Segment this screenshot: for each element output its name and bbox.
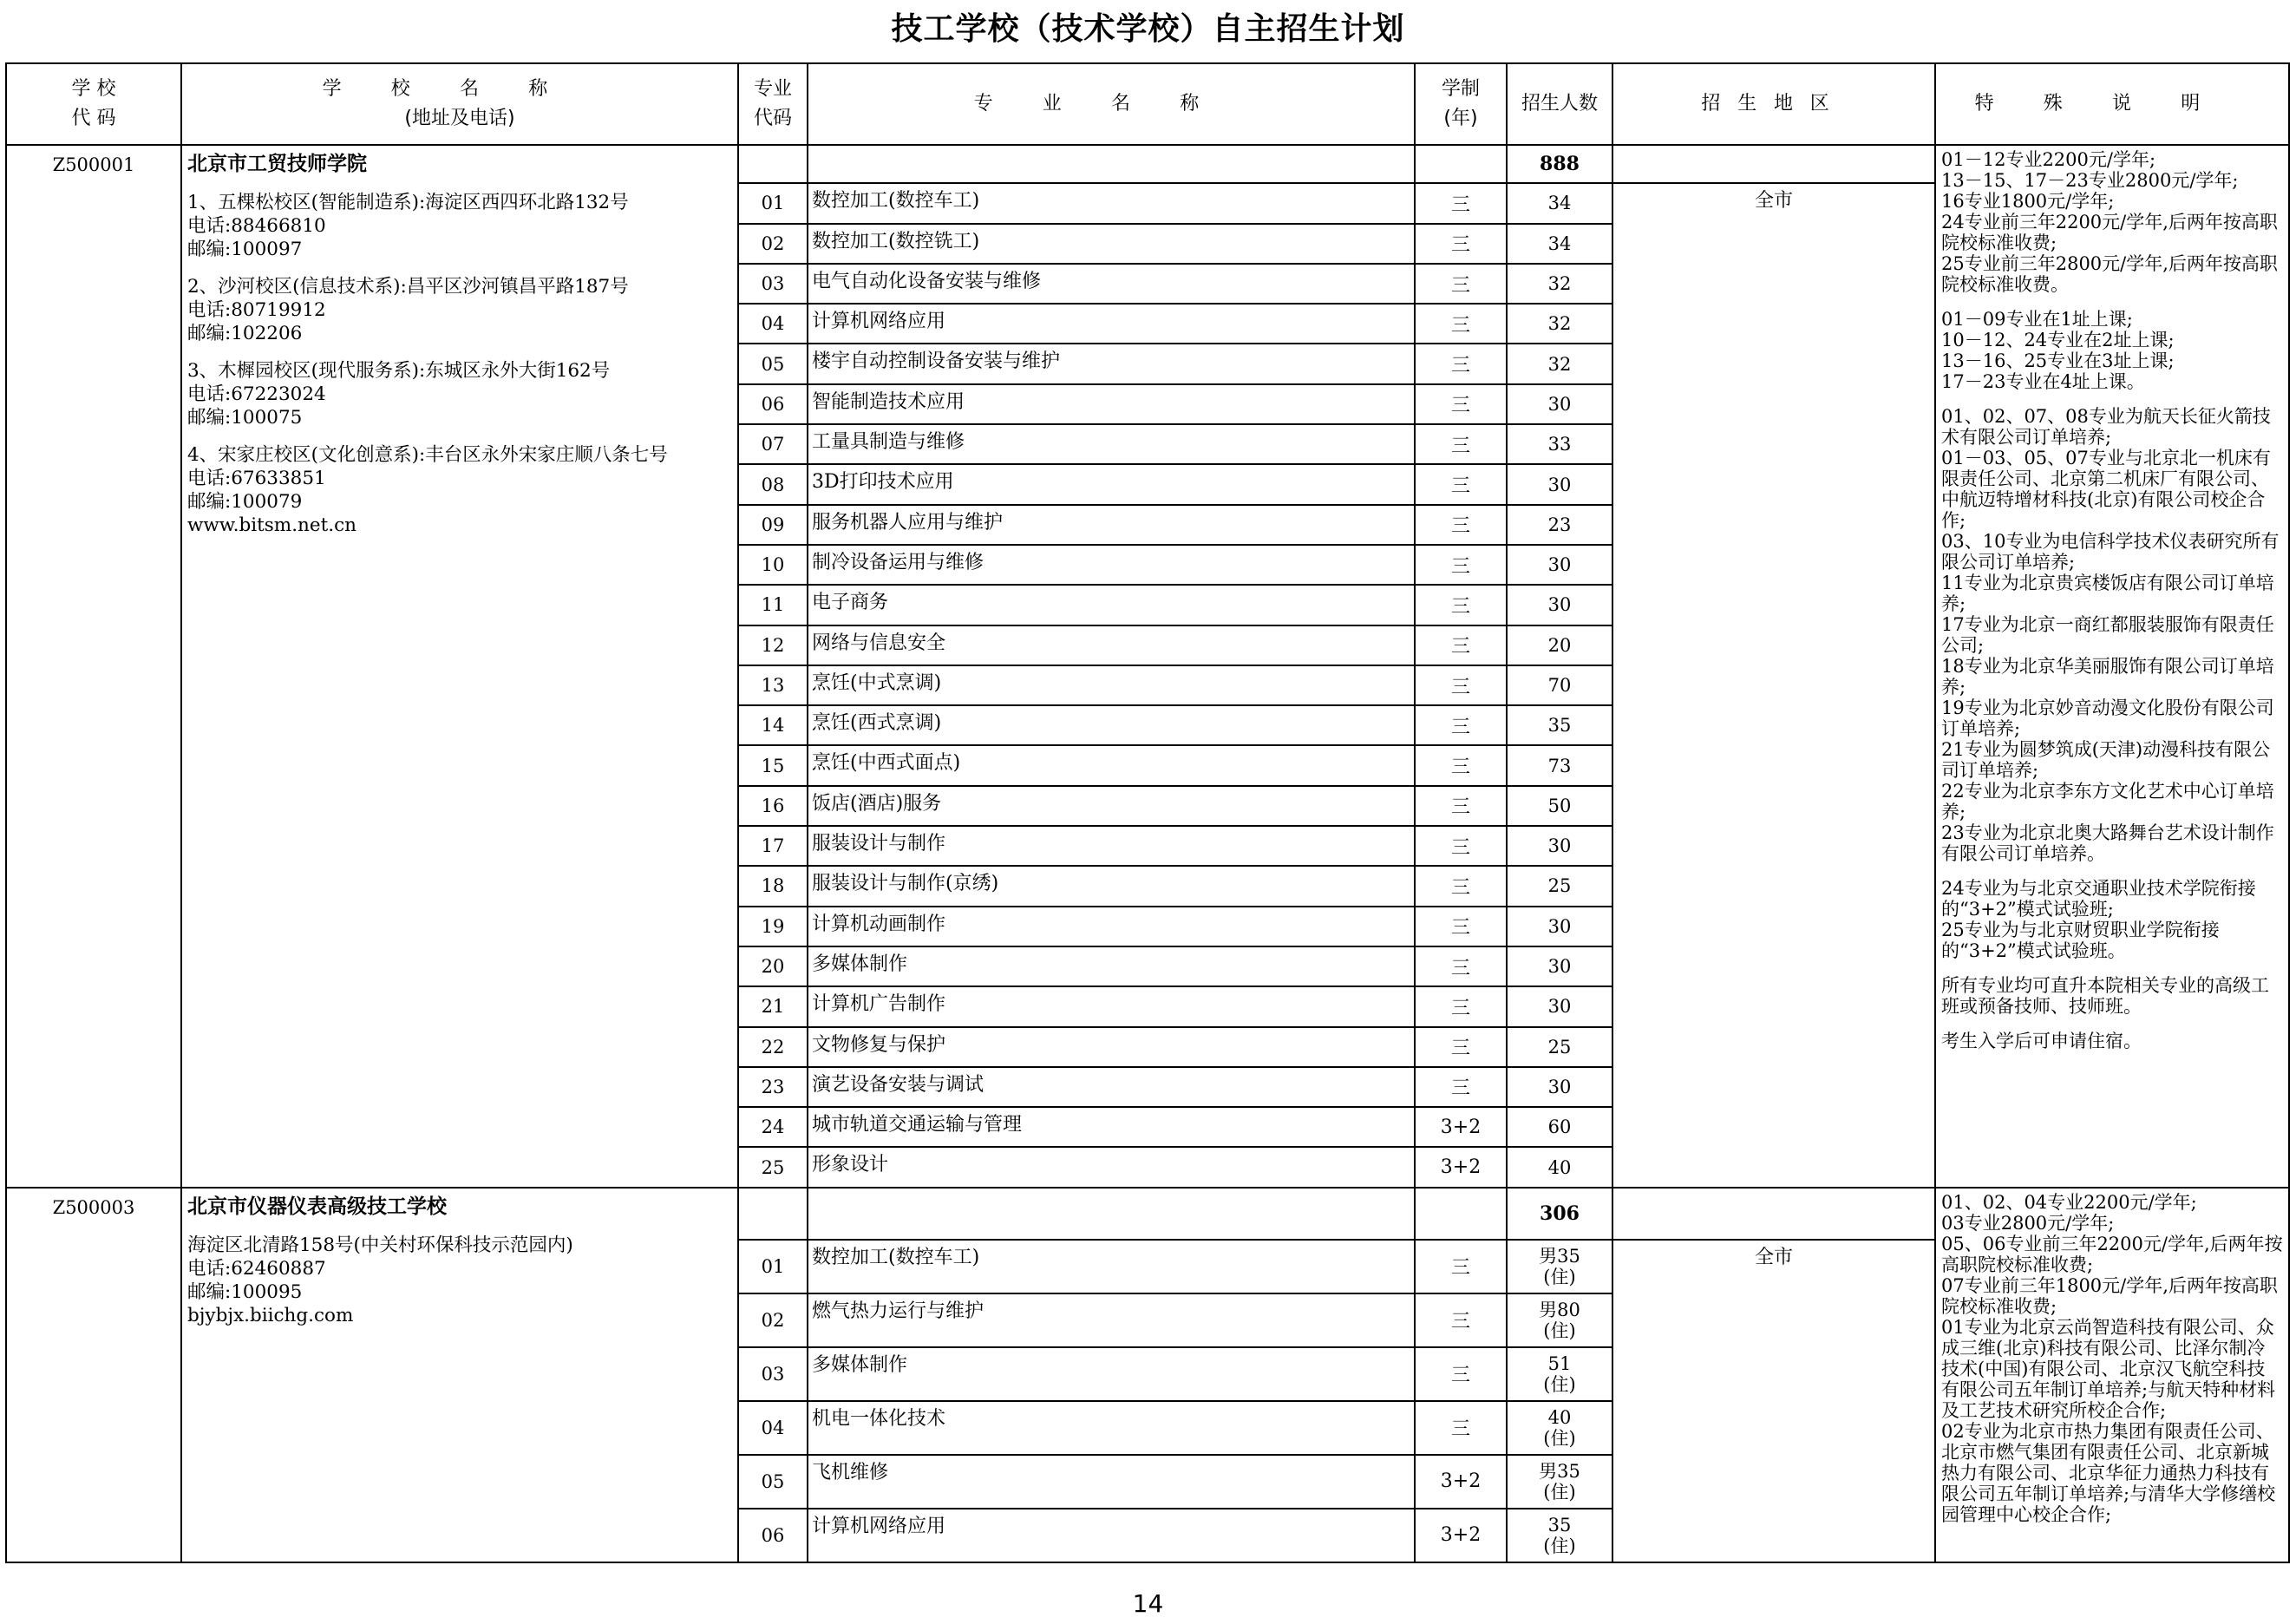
address-line: bjybjx.biichg.com <box>187 1304 354 1326</box>
major-name: 城市轨道交通运输与管理 <box>808 1107 1415 1147</box>
major-count <box>1507 1293 1612 1347</box>
major-count <box>1507 264 1612 304</box>
major-years: 三 <box>1415 705 1507 745</box>
notes-line: 所有专业均可直升本院相关专业的高级工班或预备技师、技师班。 <box>1941 975 2269 1017</box>
address-line: 2、沙河校区(信息技术系):昌平区沙河镇昌平路187号 <box>187 276 629 298</box>
notes-paragraph <box>1941 1192 2283 1525</box>
major-years: 三 <box>1415 907 1507 946</box>
page-title: 技工学校（技术学校）自主招生计划 <box>891 11 1405 47</box>
major-name: 多媒体制作 <box>808 1347 1415 1401</box>
major-count-note: (住) <box>1543 1266 1576 1287</box>
major-name: 数控加工(数控铣工) <box>808 224 1415 264</box>
major-years: 三 <box>1415 986 1507 1026</box>
header-school-name: 学校名称 (地址及电话) <box>181 63 738 145</box>
major-years: 3+2 <box>1415 1147 1507 1187</box>
page-number: 14 <box>1132 1589 1164 1618</box>
major-count <box>1507 786 1612 826</box>
major-count <box>1507 224 1612 264</box>
address-line: 电话:67223024 <box>187 383 326 405</box>
school-info <box>181 1188 738 1562</box>
header-years: 学制 (年) <box>1415 63 1507 145</box>
major-name-empty <box>808 145 1415 183</box>
notes-line: 05、06专业前三年2200元/学年,后两年按高职院校标准收费; <box>1941 1233 2283 1275</box>
notes-line: 03、10专业为电信科学技术仪表研究所有限公司订单培养; <box>1941 531 2280 573</box>
major-count <box>1507 705 1612 745</box>
major-code: 04 <box>738 1401 808 1455</box>
major-name: 楼宇自动控制设备安装与维护 <box>808 344 1415 383</box>
major-code: 20 <box>738 946 808 986</box>
major-years: 3+2 <box>1415 1107 1507 1147</box>
major-years: 三 <box>1415 866 1507 906</box>
major-code: 04 <box>738 304 808 344</box>
school-name: 北京市工贸技师学院 <box>187 153 367 175</box>
major-code: 01 <box>738 183 808 223</box>
major-name: 形象设计 <box>808 1147 1415 1187</box>
notes-line: 22专业为北京李东方文化艺术中心订单培养; <box>1941 781 2274 822</box>
major-count <box>1507 1107 1612 1147</box>
years-empty <box>1415 1188 1507 1240</box>
major-code: 16 <box>738 786 808 826</box>
major-count <box>1507 1147 1612 1187</box>
major-years: 三 <box>1415 384 1507 424</box>
major-name: 服装设计与制作 <box>808 826 1415 866</box>
major-count-value: 20 <box>1547 634 1572 656</box>
notes-paragraph <box>1941 975 2283 1017</box>
region-empty <box>1612 145 1935 183</box>
major-count-value: 25 <box>1547 1036 1572 1058</box>
enrollment-table <box>5 62 2290 1563</box>
major-name: 电子商务 <box>808 585 1415 625</box>
header-region: 招生地区 <box>1612 63 1935 145</box>
major-count-value: 51 <box>1547 1352 1572 1374</box>
major-count-value: 32 <box>1547 273 1572 295</box>
major-code: 01 <box>738 1240 808 1293</box>
major-code: 07 <box>738 424 808 464</box>
major-name: 3D打印技术应用 <box>808 464 1415 504</box>
major-years: 三 <box>1415 505 1507 545</box>
major-count <box>1507 1027 1612 1067</box>
major-count <box>1507 665 1612 705</box>
major-code: 21 <box>738 986 808 1026</box>
school-region: 全市 <box>1612 1240 1935 1562</box>
address-block <box>187 1234 730 1327</box>
school-code: Z500003 <box>6 1188 181 1562</box>
major-code-empty <box>738 1188 808 1240</box>
address-line: 4、宋家庄校区(文化创意系):丰台区永外宋家庄顺八条七号 <box>187 444 668 466</box>
major-count-note: (住) <box>1543 1373 1576 1395</box>
notes-line: 23专业为北京北奥大路舞台艺术设计制作有限公司订单培养。 <box>1941 822 2274 864</box>
address-block <box>187 191 730 261</box>
major-name: 服装设计与制作(京绣) <box>808 866 1415 906</box>
school-info <box>181 145 738 1188</box>
major-count <box>1507 986 1612 1026</box>
major-years: 3+2 <box>1415 1455 1507 1509</box>
major-code: 10 <box>738 545 808 585</box>
major-code: 17 <box>738 826 808 866</box>
school-total-count: 888 <box>1507 145 1612 183</box>
table-body <box>6 145 2289 1562</box>
notes-line: 01、02、07、08专业为航天长征火箭技术有限公司订单培养; <box>1941 406 2271 448</box>
major-years: 三 <box>1415 1293 1507 1347</box>
major-name: 数控加工(数控车工) <box>808 183 1415 223</box>
major-count-value: 30 <box>1547 1076 1572 1097</box>
notes-paragraph <box>1941 406 2283 864</box>
major-name: 制冷设备运用与维修 <box>808 545 1415 585</box>
major-years: 三 <box>1415 826 1507 866</box>
major-name: 网络与信息安全 <box>808 625 1415 665</box>
major-code: 25 <box>738 1147 808 1187</box>
major-count-value: 35 <box>1547 715 1572 737</box>
major-years: 3+2 <box>1415 1509 1507 1562</box>
notes-line: 01－09专业在1址上课; <box>1941 309 2133 330</box>
notes-line: 01－03、05、07专业与北京北一机床有限责任公司、北京第二机床厂有限公司、中航迈特增材科技(北京)有限公司校企合作; <box>1941 448 2271 531</box>
major-code-empty <box>738 145 808 183</box>
major-code: 13 <box>738 665 808 705</box>
major-years: 三 <box>1415 946 1507 986</box>
major-count-value: 30 <box>1547 956 1572 978</box>
notes-line: 考生入学后可申请住宿。 <box>1941 1031 2142 1051</box>
major-code: 05 <box>738 1455 808 1509</box>
school-code: Z500001 <box>6 145 181 1188</box>
major-count-value: 男35 <box>1539 1245 1580 1267</box>
notes-line: 24专业前三年2200元/学年,后两年按高职院校标准收费; <box>1941 212 2278 253</box>
major-count-value: 40 <box>1547 1406 1572 1428</box>
region-empty <box>1612 1188 1935 1240</box>
major-count-value: 男80 <box>1539 1299 1580 1320</box>
major-count <box>1507 464 1612 504</box>
major-count <box>1507 946 1612 986</box>
major-count-value: 23 <box>1547 514 1572 535</box>
major-years: 三 <box>1415 786 1507 826</box>
address-line: www.bitsm.net.cn <box>187 514 357 536</box>
major-years: 三 <box>1415 183 1507 223</box>
major-count <box>1507 1455 1612 1509</box>
notes-line: 25专业前三年2800元/学年,后两年按高职院校标准收费。 <box>1941 253 2278 295</box>
notes-line: 25专业为与北京财贸职业学院衔接的“3+2”模式试验班。 <box>1941 920 2220 961</box>
major-count-note: (住) <box>1543 1481 1576 1503</box>
major-years: 三 <box>1415 625 1507 665</box>
major-count <box>1507 585 1612 625</box>
major-count <box>1507 545 1612 585</box>
notes-line: 07专业前三年1800元/学年,后两年按高职院校标准收费; <box>1941 1274 2278 1317</box>
major-count-value: 60 <box>1547 1116 1572 1138</box>
major-count <box>1507 1347 1612 1401</box>
major-count <box>1507 344 1612 383</box>
major-count <box>1507 1509 1612 1562</box>
major-count-value: 73 <box>1547 755 1572 776</box>
notes-line: 17专业为北京一商红都服装服饰有限责任公司; <box>1941 614 2274 656</box>
major-code: 09 <box>738 505 808 545</box>
address-line: 邮编:100075 <box>187 407 303 429</box>
major-count-value: 34 <box>1547 232 1572 254</box>
major-count <box>1507 384 1612 424</box>
major-years: 三 <box>1415 224 1507 264</box>
major-name: 烹饪(西式烹调) <box>808 705 1415 745</box>
major-count-value: 30 <box>1547 594 1572 616</box>
major-count-value: 32 <box>1547 313 1572 335</box>
notes-line: 11专业为北京贵宾楼饭店有限公司订单培养; <box>1941 573 2274 614</box>
major-code: 24 <box>738 1107 808 1147</box>
major-count-value: 32 <box>1547 353 1572 375</box>
major-name: 计算机网络应用 <box>808 304 1415 344</box>
address-line: 邮编:100097 <box>187 239 303 260</box>
major-count-note: (住) <box>1543 1535 1576 1556</box>
major-count <box>1507 745 1612 785</box>
major-name: 演艺设备安装与调试 <box>808 1067 1415 1107</box>
major-name: 文物修复与保护 <box>808 1027 1415 1067</box>
major-count <box>1507 424 1612 464</box>
address-line: 电话:88466810 <box>187 215 326 237</box>
school-notes <box>1935 1188 2289 1562</box>
major-count-value: 25 <box>1547 875 1572 897</box>
major-name: 饭店(酒店)服务 <box>808 786 1415 826</box>
notes-line: 01专业为北京云尚智造科技有限公司、众成三维(北京)科技有限公司、比泽尔制冷技术(中国)有限公司、北京汉飞航空科技有限公司五年制订单培养;与航天特种材料及工艺技术研究所校企合作; <box>1941 1316 2276 1421</box>
years-empty <box>1415 145 1507 183</box>
notes-line: 01、02、04专业2200元/学年; <box>1941 1191 2197 1213</box>
notes-line: 13－16、25专业在3址上课; <box>1941 350 2175 371</box>
notes-paragraph <box>1941 309 2283 392</box>
major-code: 14 <box>738 705 808 745</box>
major-count-value: 30 <box>1547 835 1572 857</box>
major-count <box>1507 304 1612 344</box>
major-count-value: 30 <box>1547 915 1572 937</box>
address-line: 3、木樨园校区(现代服务系):东城区永外大街162号 <box>187 360 611 382</box>
major-years: 三 <box>1415 1027 1507 1067</box>
major-name: 服务机器人应用与维护 <box>808 505 1415 545</box>
notes-line: 01－12专业2200元/学年; <box>1941 149 2156 170</box>
major-name: 智能制造技术应用 <box>808 384 1415 424</box>
major-name: 烹饪(中西式面点) <box>808 745 1415 785</box>
major-code: 19 <box>738 907 808 946</box>
major-count <box>1507 1401 1612 1455</box>
address-line: 1、五棵松校区(智能制造系):海淀区西四环北路132号 <box>187 192 629 213</box>
major-code: 11 <box>738 585 808 625</box>
header-major-code: 专业 代码 <box>738 63 808 145</box>
major-code: 03 <box>738 1347 808 1401</box>
major-code: 18 <box>738 866 808 906</box>
major-code: 15 <box>738 745 808 785</box>
major-years: 三 <box>1415 1067 1507 1107</box>
major-name: 计算机动画制作 <box>808 907 1415 946</box>
major-code: 05 <box>738 344 808 383</box>
major-years: 三 <box>1415 264 1507 304</box>
major-years: 三 <box>1415 424 1507 464</box>
major-code: 08 <box>738 464 808 504</box>
major-count <box>1507 1067 1612 1107</box>
major-code: 22 <box>738 1027 808 1067</box>
major-name: 飞机维修 <box>808 1455 1415 1509</box>
major-count-value: 35 <box>1547 1514 1572 1536</box>
major-years: 三 <box>1415 464 1507 504</box>
major-name: 燃气热力运行与维护 <box>808 1293 1415 1347</box>
major-years: 三 <box>1415 545 1507 585</box>
notes-paragraph <box>1941 878 2283 961</box>
major-years: 三 <box>1415 585 1507 625</box>
notes-line: 19专业为北京妙音动漫文化股份有限公司订单培养; <box>1941 697 2274 739</box>
school-total-count: 306 <box>1507 1188 1612 1240</box>
notes-line: 02专业为北京市热力集团有限责任公司、北京市燃气集团有限责任公司、北京新城热力有限公司、北京华征力通热力科技有限公司五年制订单培养;与清华大学修缮校园管理中心校企合作; <box>1941 1420 2276 1525</box>
major-count-note: (住) <box>1543 1427 1576 1449</box>
major-count-value: 34 <box>1547 193 1572 214</box>
notes-paragraph <box>1941 1031 2283 1051</box>
header-enrollment: 招生人数 <box>1507 63 1612 145</box>
major-code: 03 <box>738 264 808 304</box>
notes-line: 16专业1800元/学年; <box>1941 191 2115 212</box>
major-name: 工量具制造与维修 <box>808 424 1415 464</box>
major-years: 三 <box>1415 1401 1507 1455</box>
major-years: 三 <box>1415 745 1507 785</box>
header-major-name: 专业名称 <box>808 63 1415 145</box>
address-block <box>187 275 730 345</box>
major-count-value: 33 <box>1547 434 1572 455</box>
major-name: 数控加工(数控车工) <box>808 1240 1415 1293</box>
address-line: 邮编:100079 <box>187 491 303 513</box>
major-code: 02 <box>738 224 808 264</box>
major-count <box>1507 907 1612 946</box>
major-count-value: 70 <box>1547 675 1572 696</box>
major-name-empty <box>808 1188 1415 1240</box>
school-region: 全市 <box>1612 183 1935 1187</box>
address-line: 电话:62460887 <box>187 1257 326 1280</box>
major-count <box>1507 505 1612 545</box>
major-count-value: 30 <box>1547 554 1572 576</box>
major-code: 02 <box>738 1293 808 1347</box>
major-years: 三 <box>1415 1240 1507 1293</box>
address-block <box>187 443 730 537</box>
major-name: 电气自动化设备安装与维修 <box>808 264 1415 304</box>
school-notes <box>1935 145 2289 1188</box>
major-count <box>1507 183 1612 223</box>
major-count-value: 50 <box>1547 795 1572 816</box>
notes-line: 13－15、17－23专业2800元/学年; <box>1941 170 2239 191</box>
major-code: 12 <box>738 625 808 665</box>
major-count-value: 男35 <box>1539 1460 1580 1482</box>
address-block <box>187 359 730 429</box>
major-years: 三 <box>1415 665 1507 705</box>
table-header-row <box>6 63 2289 145</box>
address-line: 海淀区北清路158号(中关村环保科技示范园内) <box>187 1234 573 1256</box>
major-count <box>1507 1240 1612 1293</box>
notes-line: 03专业2800元/学年; <box>1941 1212 2115 1234</box>
school-name: 北京市仪器仪表高级技工学校 <box>187 1195 447 1218</box>
notes-line: 17－23专业在4址上课。 <box>1941 371 2145 392</box>
major-count-value: 40 <box>1547 1156 1572 1178</box>
header-notes: 特殊说明 <box>1935 63 2289 145</box>
address-line: 电话:80719912 <box>187 299 326 321</box>
major-years: 三 <box>1415 1347 1507 1401</box>
major-name: 多媒体制作 <box>808 946 1415 986</box>
major-count-value: 30 <box>1547 996 1572 1018</box>
major-count-note: (住) <box>1543 1320 1576 1341</box>
notes-line: 18专业为北京华美丽服饰有限公司订单培养; <box>1941 656 2274 697</box>
major-name: 机电一体化技术 <box>808 1401 1415 1455</box>
major-years: 三 <box>1415 304 1507 344</box>
school-row <box>6 1188 2289 1240</box>
major-code: 06 <box>738 1509 808 1562</box>
major-name: 计算机网络应用 <box>808 1509 1415 1562</box>
major-name: 烹饪(中式烹调) <box>808 665 1415 705</box>
notes-line: 24专业为与北京交通职业技术学院衔接的“3+2”模式试验班; <box>1941 878 2256 920</box>
major-count-value: 30 <box>1547 474 1572 495</box>
major-code: 23 <box>738 1067 808 1107</box>
school-row <box>6 145 2289 183</box>
major-years: 三 <box>1415 344 1507 383</box>
major-code: 06 <box>738 384 808 424</box>
address-line: 电话:67633851 <box>187 468 326 489</box>
header-school-code: 学 校 代 码 <box>6 63 181 145</box>
major-count-value: 30 <box>1547 393 1572 415</box>
address-line: 邮编:102206 <box>187 323 303 344</box>
major-count <box>1507 866 1612 906</box>
major-count <box>1507 625 1612 665</box>
notes-line: 21专业为圆梦筑成(天津)动漫科技有限公司订单培养; <box>1941 739 2271 781</box>
major-count <box>1507 826 1612 866</box>
notes-line: 10－12、24专业在2址上课; <box>1941 330 2175 350</box>
major-name: 计算机广告制作 <box>808 986 1415 1026</box>
notes-paragraph <box>1941 149 2283 295</box>
address-line: 邮编:100095 <box>187 1280 303 1303</box>
